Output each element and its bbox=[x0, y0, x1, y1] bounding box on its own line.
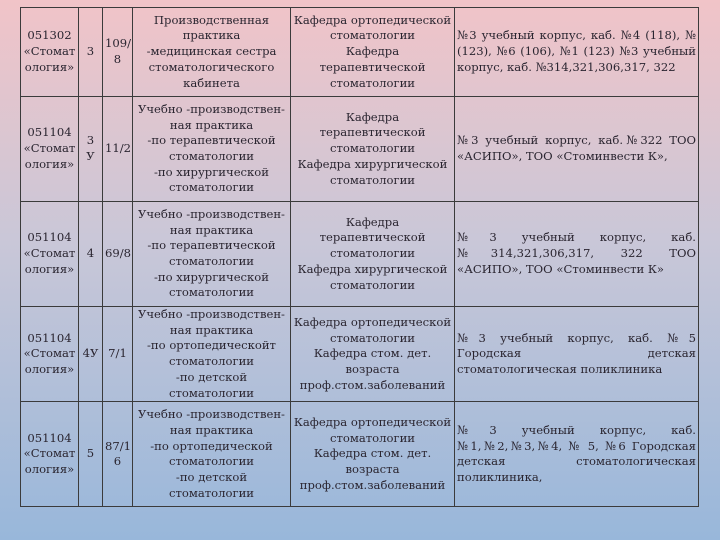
practice-type-cell: Учебно -производствен- ная практика -по терапевтической стоматологии -по хирургической стоматологии bbox=[133, 97, 291, 202]
table-row bbox=[21, 202, 699, 307]
group-count-cell: 7/1 bbox=[103, 307, 133, 402]
department-cell: Кафедра терапевтической стоматологии Кафедра хирургической стоматологии bbox=[291, 202, 455, 307]
course-cell: 3 У bbox=[79, 97, 103, 202]
specialty-code-cell: 051104 «Стомат ология» bbox=[21, 402, 79, 507]
specialty-code-cell: 051104 «Стомат ология» bbox=[21, 202, 79, 307]
table-row bbox=[21, 402, 699, 507]
specialty-code-cell: 051104 «Стомат ология» bbox=[21, 97, 79, 202]
location-cell: №3 учебный корпус, каб. №4 (118), № (123), №6 (106), №1 (123) №3 учебный корпус, каб. №314,321,306,317, 322 bbox=[455, 8, 699, 97]
table-row bbox=[21, 97, 699, 202]
department-cell: Кафедра ортопедической стоматологии Кафедра терапевтической стоматологии bbox=[291, 8, 455, 97]
practice-table-container bbox=[20, 7, 698, 507]
group-count-cell: 69/8 bbox=[103, 202, 133, 307]
course-cell: 5 bbox=[79, 402, 103, 507]
practice-type-cell: Учебно -производствен- ная практика -по терапевтической стоматологии -по хирургической стоматологии bbox=[133, 202, 291, 307]
department-cell: Кафедра терапевтической стоматологии Кафедра хирургической стоматологии bbox=[291, 97, 455, 202]
practice-table bbox=[20, 7, 699, 507]
table-row bbox=[21, 8, 699, 97]
location-cell: №3 учебный корпус, каб. №314,321,306,317, 322 ТОО «АСИПО», ТОО «Стоминвести К» bbox=[455, 202, 699, 307]
practice-type-cell: Учебно -производствен- ная практика -по ортопедическойт стоматологии -по детской стоматологии bbox=[133, 307, 291, 402]
practice-type-cell: Производственная практика -медицинская сестра стоматологического кабинета bbox=[133, 8, 291, 97]
practice-type-cell: Учебно -производствен- ная практика -по ортопедической стоматологии -по детской стоматологии bbox=[133, 402, 291, 507]
location-cell: №3 учебный корпус, каб. №1,№2,№3,№4, № 5, №6 Городская детская стоматологическая поликлиника, bbox=[455, 402, 699, 507]
specialty-code-cell: 051302 «Стомат ология» bbox=[21, 8, 79, 97]
group-count-cell: 11/2 bbox=[103, 97, 133, 202]
course-cell: 4 bbox=[79, 202, 103, 307]
specialty-code-cell: 051104 «Стомат ология» bbox=[21, 307, 79, 402]
location-cell: №3 учебный корпус, каб. №5 Городская детская стоматологическая поликлиника bbox=[455, 307, 699, 402]
table-row bbox=[21, 307, 699, 402]
group-count-cell: 87/1 6 bbox=[103, 402, 133, 507]
group-count-cell: 109/ 8 bbox=[103, 8, 133, 97]
course-cell: 3 bbox=[79, 8, 103, 97]
department-cell: Кафедра ортопедической стоматологии Кафедра стом. дет. возраста проф.стом.заболеваний bbox=[291, 402, 455, 507]
course-cell: 4У bbox=[79, 307, 103, 402]
location-cell: №3 учебный корпус, каб.№322 ТОО «АСИПО», ТОО «Стоминвести К», bbox=[455, 97, 699, 202]
department-cell: Кафедра ортопедической стоматологии Кафедра стом. дет. возраста проф.стом.заболеваний bbox=[291, 307, 455, 402]
